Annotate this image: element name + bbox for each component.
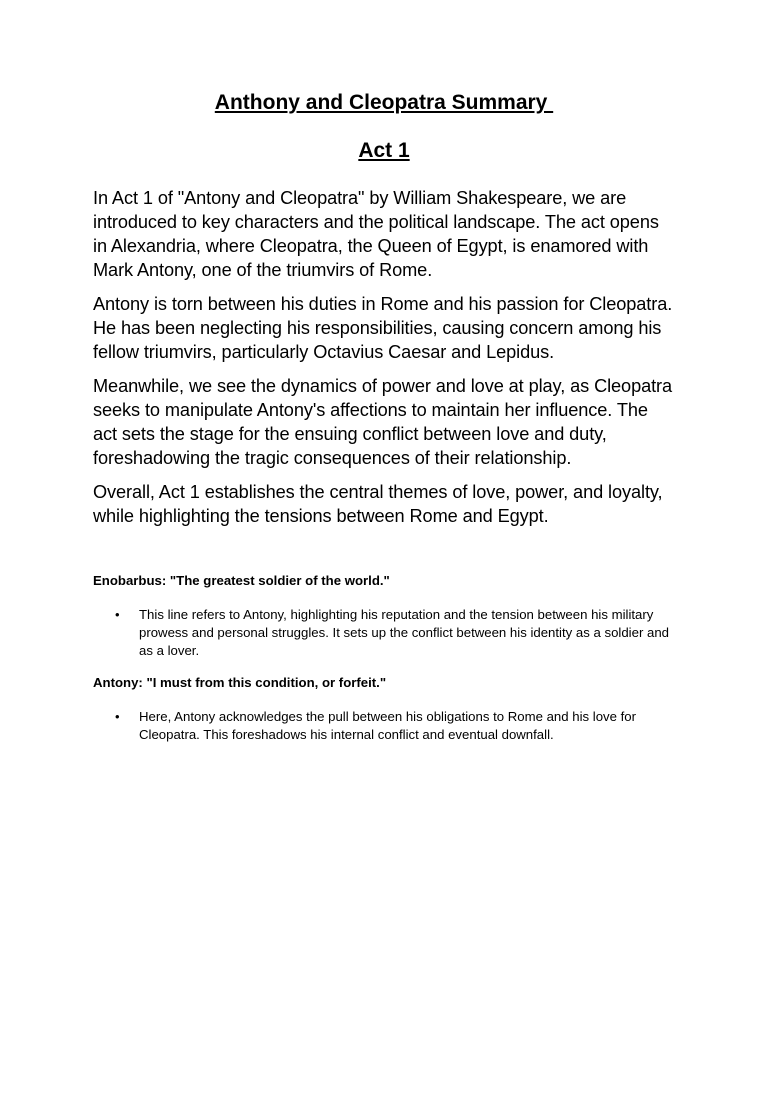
quote-list-1 bbox=[93, 606, 675, 660]
summary-paragraph-3: Meanwhile, we see the dynamics of power and love at play, as Cleopatra seeks to manipulate Antony's affections to maintain her influence. The act sets the stage for the ensuing conflict between love and duty, foreshadowing the tragic consequences of their relationship. bbox=[93, 376, 673, 468]
summary-paragraph-1: In Act 1 of "Antony and Cleopatra" by William Shakespeare, we are introduced to key characters and the political landscape. The act opens in Alexandria, where Cleopatra, the Queen of Egypt, is enamored with Mark Antony, one of the triumvirs of Rome. bbox=[93, 188, 659, 280]
key-quotes-section bbox=[93, 572, 675, 744]
quote-heading-2: Antony: "I must from this condition, or forfeit." bbox=[93, 675, 387, 690]
quote-list-2 bbox=[93, 708, 675, 744]
quote-explanation-2 bbox=[93, 708, 675, 744]
bullet-icon: • bbox=[115, 709, 120, 724]
quote-explanation-text-1: This line refers to Antony, highlighting his reputation and the tension between his military prowess and personal struggles. It sets up the conflict between his identity as a soldier and as a lover. bbox=[139, 607, 669, 658]
bullet-icon: • bbox=[115, 607, 120, 622]
act-heading: Act 1 bbox=[358, 139, 410, 162]
quote-explanation-1 bbox=[93, 606, 675, 660]
summary-paragraph-4: Overall, Act 1 establishes the central themes of love, power, and loyalty, while highlighting the tensions between Rome and Egypt. bbox=[93, 482, 663, 526]
quote-heading-1: Enobarbus: "The greatest soldier of the world." bbox=[93, 573, 390, 588]
document-title: Anthony and Cleopatra Summary bbox=[214, 91, 554, 114]
summary-body bbox=[93, 186, 675, 528]
document-page bbox=[0, 88, 768, 1112]
summary-paragraph-2: Antony is torn between his duties in Rome and his passion for Cleopatra. He has been neglecting his responsibilities, causing concern among his fellow triumvirs, particularly Octavius Caesar and Lepidus. bbox=[93, 294, 673, 362]
quote-explanation-text-2: Here, Antony acknowledges the pull between his obligations to Rome and his love for Cleopatra. This foreshadows his internal conflict and eventual downfall. bbox=[139, 709, 637, 742]
